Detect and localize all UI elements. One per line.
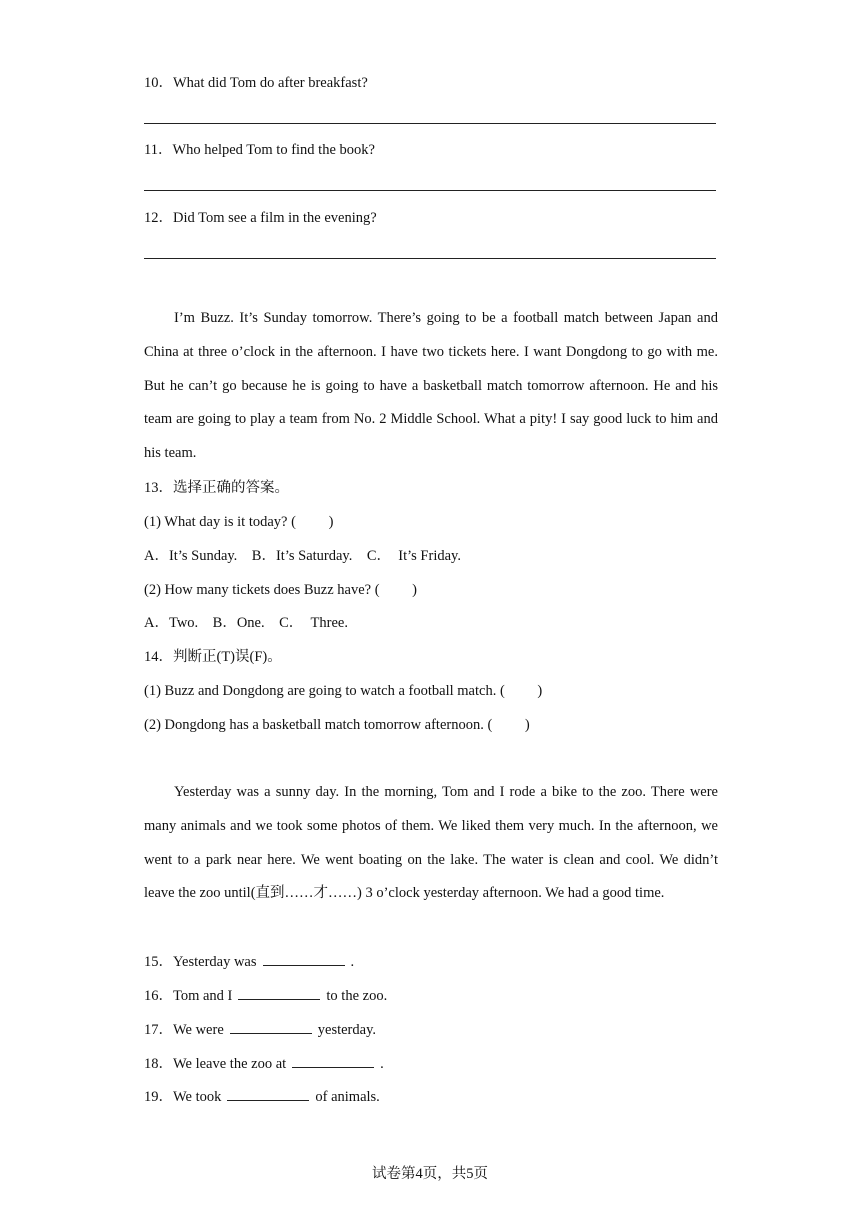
answer-line-11[interactable]: [144, 190, 716, 191]
question-text-before: We took: [173, 1089, 222, 1105]
question-14-1: (1) Buzz and Dongdong are going to watch a football match. ( ): [144, 683, 543, 699]
question-text-after: to the zoo.: [326, 988, 388, 1004]
question-text-before: We leave the zoo at: [173, 1056, 287, 1072]
question-10: [144, 73, 368, 93]
question-text-after: .: [350, 954, 355, 970]
question-13-2: (2) How many tickets does Buzz have? ( ): [144, 582, 418, 598]
answer-blank[interactable]: [292, 1053, 374, 1068]
question-text: What did Tom do after breakfast?: [173, 75, 368, 91]
question-18: [144, 1053, 384, 1074]
question-text-before: We were: [173, 1022, 224, 1038]
question-number: 19．: [144, 1089, 173, 1105]
question-16: [144, 985, 387, 1006]
question-13-title: 13．选择正确的答案。: [144, 480, 289, 496]
answer-blank[interactable]: [230, 1019, 312, 1034]
question-13-2-options: A．Two. B．One. C． Three.: [144, 615, 348, 631]
question-13-1: (1) What day is it today? ( ): [144, 514, 334, 530]
question-text: Did Tom see a film in the evening?: [173, 210, 377, 226]
question-14-2: (2) Dongdong has a basketball match tomorrow afternoon. ( ): [144, 717, 530, 733]
question-text: Who helped Tom to find the book?: [172, 142, 375, 158]
question-text-after: yesterday.: [317, 1022, 377, 1038]
question-text-after: .: [380, 1056, 384, 1072]
page-footer: 试卷第4页，共5页: [372, 1166, 488, 1182]
question-number: 18．: [144, 1056, 173, 1072]
question-text-before: Yesterday was: [173, 954, 257, 970]
question-number: 15．: [144, 954, 173, 970]
question-14-title: 14．判断正(T)误(F)。: [144, 649, 282, 665]
answer-blank[interactable]: [263, 951, 345, 966]
question-text-after: of animals.: [315, 1089, 380, 1105]
question-number: 12．: [144, 210, 173, 226]
answer-line-12[interactable]: [144, 258, 716, 259]
question-19: [144, 1086, 380, 1107]
answer-blank[interactable]: [238, 985, 320, 1000]
question-text-before: Tom and I: [173, 988, 233, 1004]
question-11: [144, 140, 375, 160]
reading-passage-zoo: Yesterday was a sunny day. In the morning, Tom and I rode a bike to the zoo. There were many animals and we took some photos of them. We liked them very much. In the afternoon, we went to a park near here. We went boating on the lake. The water is clean and cool. We didn’t leave the zoo until(直到……才……) 3 o’clock yesterday afternoon. We had a good time.: [144, 784, 718, 902]
question-13-1-options: A．It’s Sunday. B．It’s Saturday. C． It’s Friday.: [144, 548, 461, 564]
answer-line-10[interactable]: [144, 123, 716, 124]
question-15: [144, 951, 354, 972]
reading-passage-buzz: I’m Buzz. It’s Sunday tomorrow. There’s going to be a football match between Japan and China at three o’clock in the afternoon. I have two tickets here. I want Dongdong to go with me. But he can’t go because he is going to have a basketball match tomorrow afternoon. He and his team are going to play a team from No. 2 Middle School. What a pity! I say good luck to him and his team.: [144, 310, 718, 462]
question-number: 10．: [144, 75, 173, 91]
question-number: 17．: [144, 1022, 173, 1038]
question-number: 16．: [144, 988, 173, 1004]
question-17: [144, 1019, 376, 1040]
question-12: [144, 208, 377, 228]
question-number: 11．: [144, 142, 173, 158]
answer-blank[interactable]: [227, 1086, 309, 1101]
